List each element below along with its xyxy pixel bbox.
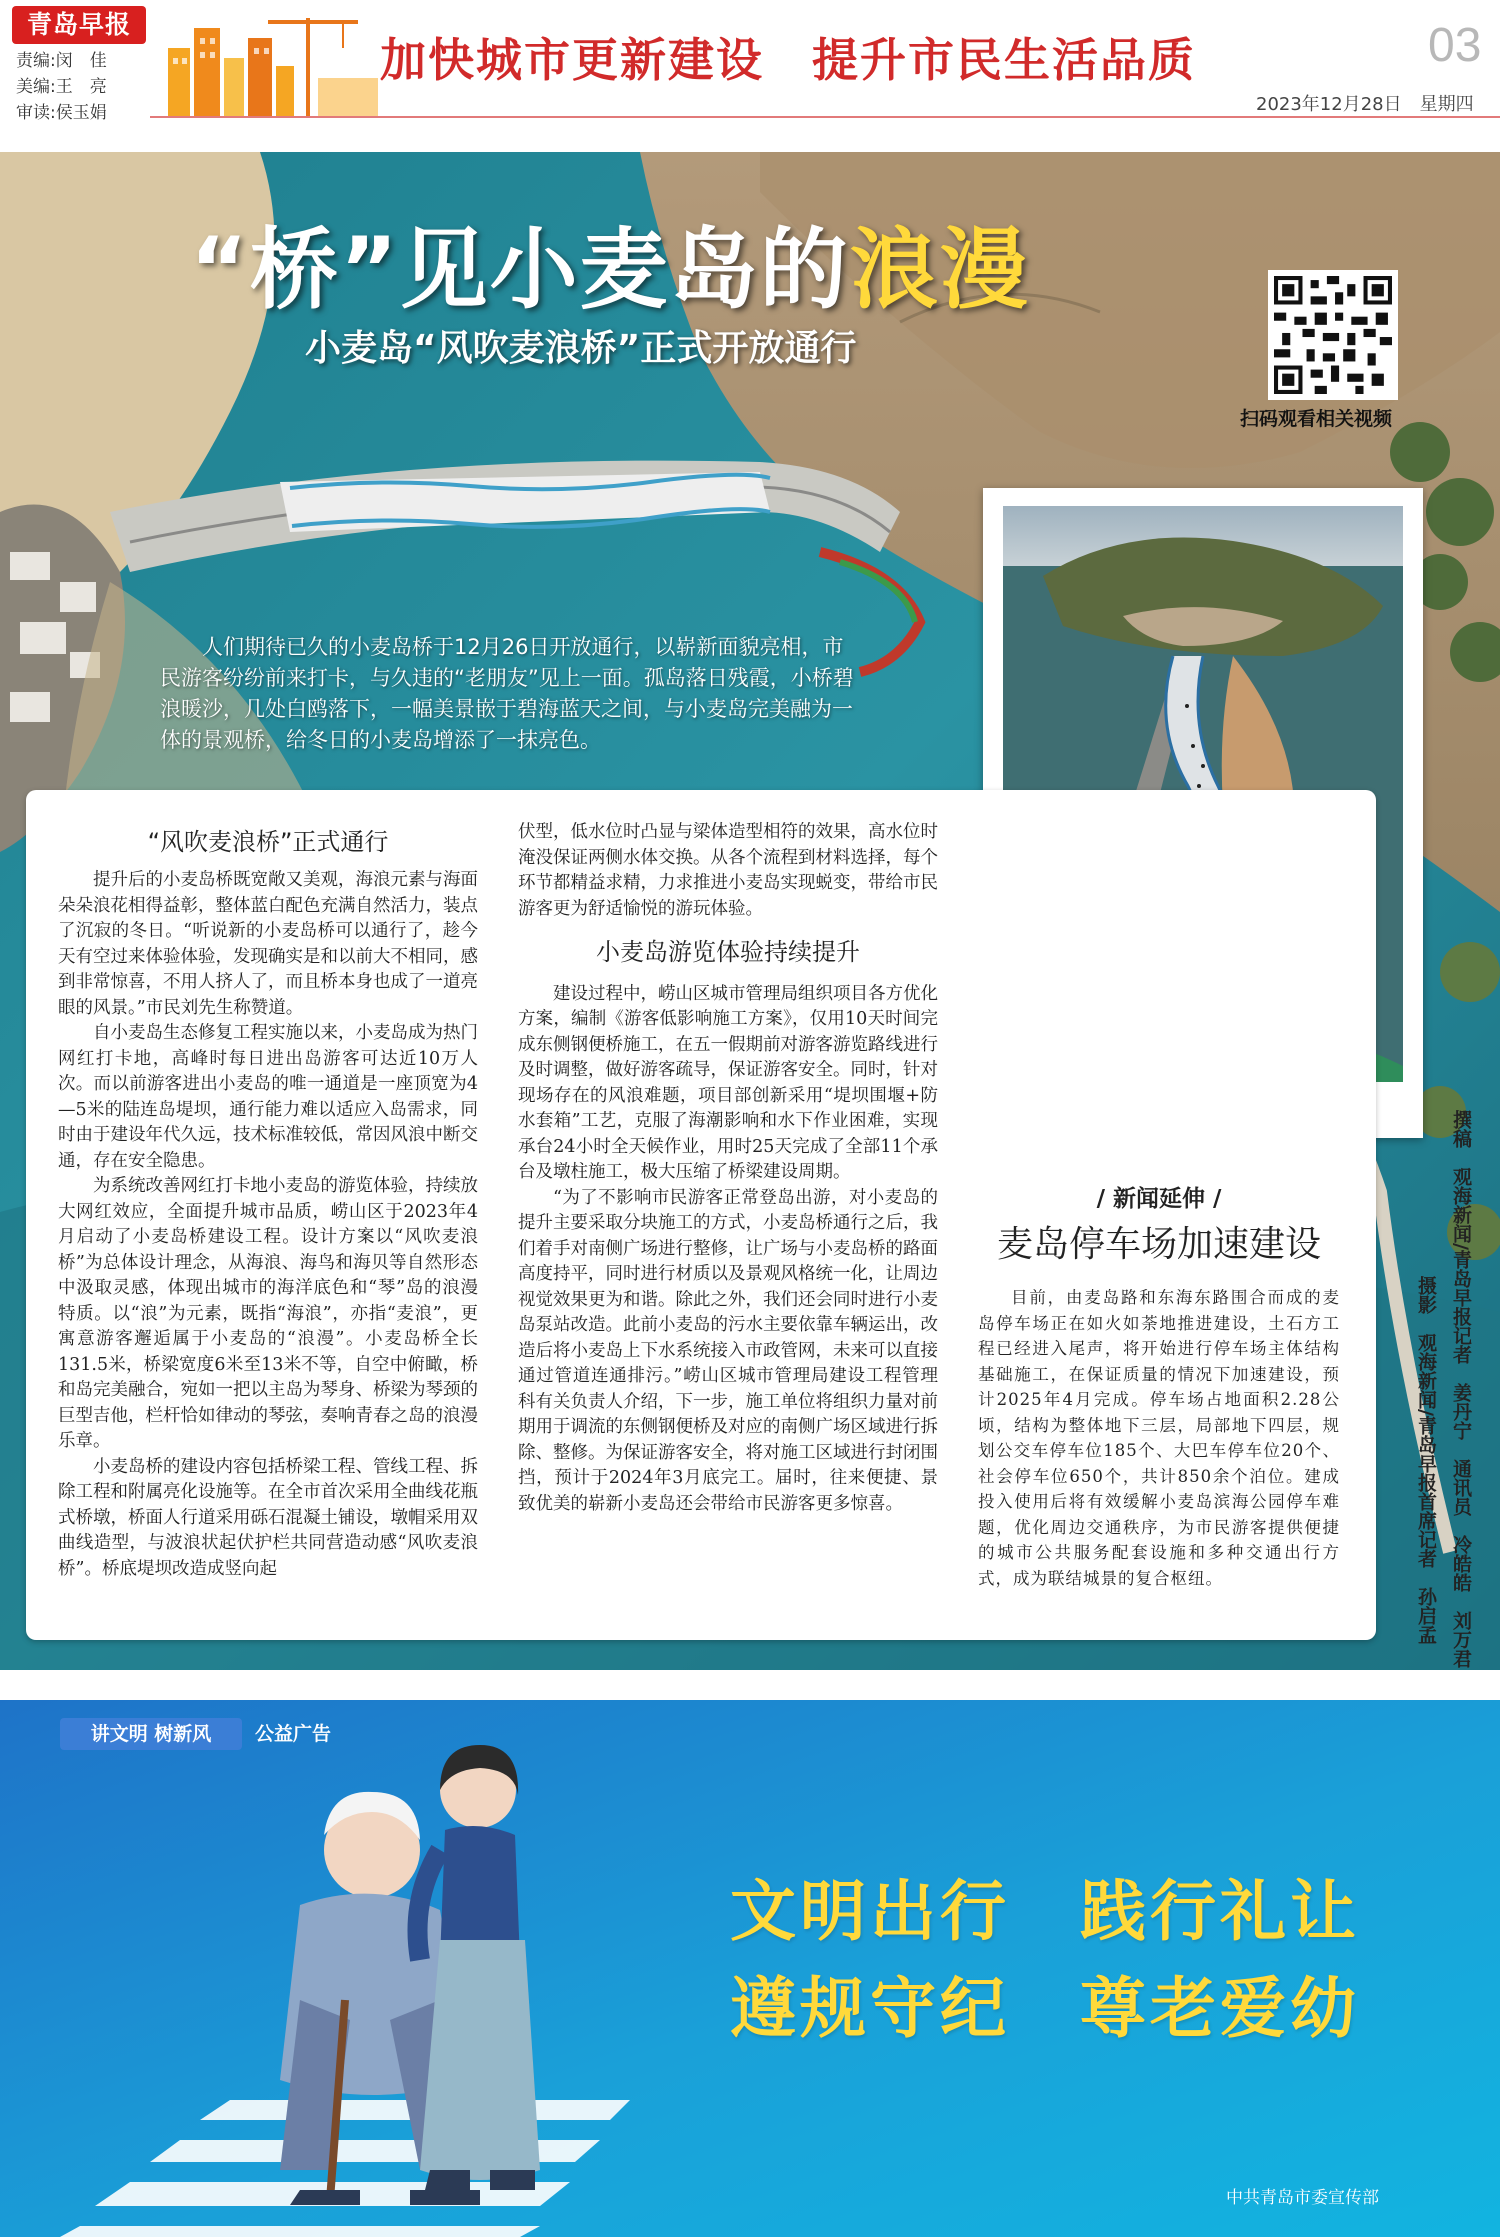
staff-proofreader: 审读:侯玉娟 [16, 103, 107, 123]
ad-slogan-line-1: 文明出行 践行礼让 [730, 1873, 1360, 1950]
newspaper-logo: 青岛早报 [12, 6, 146, 44]
section2-heading: 小麦岛游览体验持续提升 [596, 938, 860, 966]
news-extension-title: 麦岛停车场加速建设 [996, 1224, 1321, 1265]
article-column-2 [518, 820, 938, 1517]
feature-title-text: “桥”见小麦岛的 [190, 218, 850, 321]
article-paragraph: 自小麦岛生态修复工程实施以来，小麦岛成为热门网红打卡地，高峰时每日进出岛游客可达近10万人次。而以前游客进出小麦岛的唯一通道是一座顶宽为4—5米的陆连岛堤坝，通行能力难以适应入岛需求，同时由于建设年代久远，技术标准较低，常因风浪中断交通，存在安全隐患。 [58, 1023, 478, 1171]
feature-title-highlight: 浪漫 [849, 218, 1030, 321]
ad-slogan-line-2: 遵规守纪 尊老爱幼 [730, 1970, 1360, 2047]
ad-sponsor: 中共青岛市委宣传部 [1226, 2188, 1379, 2208]
feature-subtitle: 小麦岛“风吹麦浪桥”正式开放通行 [305, 328, 857, 369]
city-skyline-graphic [158, 8, 398, 116]
photo-credit: 摄影 观海新闻/青岛早报首席记者 孙启孟 [1415, 1276, 1437, 1644]
section1-heading: “风吹麦浪桥”正式通行 [147, 828, 389, 856]
article-column-3 [978, 1285, 1340, 1591]
ad-tag-label: 讲文明 树新风 [60, 1718, 242, 1750]
article-paragraph: 小麦岛桥的建设内容包括桥梁工程、管线工程、拆除工程和附属亮化设施等。在全市首次采用全曲线花瓶式桥墩，桥面人行道采用砾石混凝土铺设，墩帽采用双曲线造型，与波浪状起伏护栏共同营造动感“风吹麦浪桥”。桥底堤坝改造成竖向起 [58, 1456, 478, 1579]
publication-date: 2023年12月28日 星期四 [1256, 94, 1474, 115]
feature-title [190, 200, 1030, 326]
qr-caption: 扫码观看相关视频 [1240, 408, 1393, 430]
staff-designer: 美编:王 亮 [16, 77, 107, 97]
qr-code[interactable] [1268, 270, 1398, 400]
news-extension-body: 目前，由麦岛路和东海东路围合而成的麦岛停车场正在如火如荼地推进建设，土石方工程已经进入尾声，将开始进行停车场主体结构基础施工，在保证质量的情况下加速建设，预计2025年4月完成。停车场占地面积2.28公顷，结构为整体地下三层，局部地下四层，规划公交车停车位185个、大巴车停车位20个、社会停车位650个，共计850余个泊位。建成投入使用后将有效缓解小麦岛滨海公园停车难题，优化周边交通秩序，为市民游客提供便捷的城市公共服务配套设施和多种交通出行方式，成为联结城景的复合枢纽。 [978, 1288, 1340, 1588]
news-extension-tag: / 新闻延伸 / [1096, 1186, 1222, 1212]
article-paragraph: 提升后的小麦岛桥既宽敞又美观，海浪元素与海面朵朵浪花相得益彰，整体蓝白配色充满自然活力，装点了沉寂的冬日。“听说新的小麦岛桥可以通行了，趁今天有空过来体验体验，发现确实是和以前大不相同，感到非常惊喜，不用人挤人了，而且桥本身也成了一道亮眼的风景。”市民刘先生称赞道。 [58, 870, 478, 1018]
article-column-1 [58, 868, 478, 1582]
ad-type-label: 公益广告 [255, 1723, 332, 1745]
lead-paragraph: 人们期待已久的小麦岛桥于12月26日开放通行，以崭新面貌亮相，市民游客纷纷前来打卡，与久违的“老朋友”见上一面。孤岛落日残霞，小桥碧浪暖沙，几处白鸥落下，一幅美景嵌于碧海蓝天之间，与小麦岛完美融为一体的景观桥，给冬日的小麦岛增添了一抹亮色。 [160, 635, 854, 752]
article-paragraph-continued: 伏型，低水位时凸显与梁体造型相符的效果，高水位时淹没保证两侧水体交换。从各个流程到材料选择，每个环节都精益求精，力求推进小麦岛实现蜕变，带给市民游客更为舒适愉悦的游玩体验。 [518, 822, 938, 919]
article-paragraph: “为了不影响市民游客正常登岛出游，对小麦岛的提升主要采取分块施工的方式，小麦岛桥通行之后，我们着手对南侧广场进行整修，让广场与小麦岛桥的路面高度持平，同时进行材质以及景观风格统一化，让周边视觉效果更为和谐。除此之外，我们还会同时进行小麦岛泵站改造。此前小麦岛的污水主要依靠车辆运出，改造后将小麦岛上下水系统接入市政管网，未来可以直接通过管道连通排污。”崂山区城市管理局建设工程管理科有关负责人介绍，下一步，施工单位将组织力量对前期用于调流的东侧钢便桥及对应的南侧广场区域进行拆除、整修。为保证游客安全，将对施工区域进行封闭围挡，预计于2024年3月底完工。届时，往来便捷、景致优美的崭新小麦岛还会带给市民游客更多惊喜。 [518, 1187, 938, 1514]
staff-editor: 责编:闵 佳 [16, 51, 107, 71]
page-number: 03 [1428, 19, 1482, 72]
article-paragraph: 建设过程中，崂山区城市管理局组织项目各方优化方案，编制《游客低影响施工方案》，仅用10天时间完成东侧钢便桥施工，在五一假期前对游客游览路线进行及时调整，做好游客疏导，保证游客安全。同时，针对现场存在的风浪难题，项目部创新采用“堤坝围堰+防水套箱”工艺，克服了海潮影响和水下作业困难，实现承台24小时全天候作业，用时25天完成了全部11个承台及墩柱施工，极大压缩了桥梁建设周期。 [518, 983, 938, 1182]
header-divider [150, 116, 1500, 118]
article-paragraph: 为系统改善网红打卡地小麦岛的游览体验，持续放大网红效应，全面提升城市品质，崂山区于2023年4月启动了小麦岛桥建设工程。设计方案以“风吹麦浪桥”为总体设计理念，从海浪、海鸟和海贝等自然形态中汲取灵感，体现出城市的海洋底色和“琴”岛的浪漫特质。以“浪”为元素，既指“海浪”，亦指“麦浪”，更寓意游客邂逅属于小麦岛的“浪漫”。小麦岛桥全长131.5米，桥梁宽度6米至13米不等，自空中俯瞰，桥和岛完美融合，宛如一把以主岛为琴身、桥梁为琴颈的巨型吉他，栏杆恰如律动的琴弦，奏响青春之岛的浪漫乐章。 [58, 1176, 478, 1451]
writer-credit: 撰稿 观海新闻/青岛早报记者 姜丹宁 通讯员 冷皓皓 刘万君 [1450, 1110, 1472, 1668]
page-headline: 加快城市更新建设 提升市民生活品质 [380, 33, 1196, 87]
